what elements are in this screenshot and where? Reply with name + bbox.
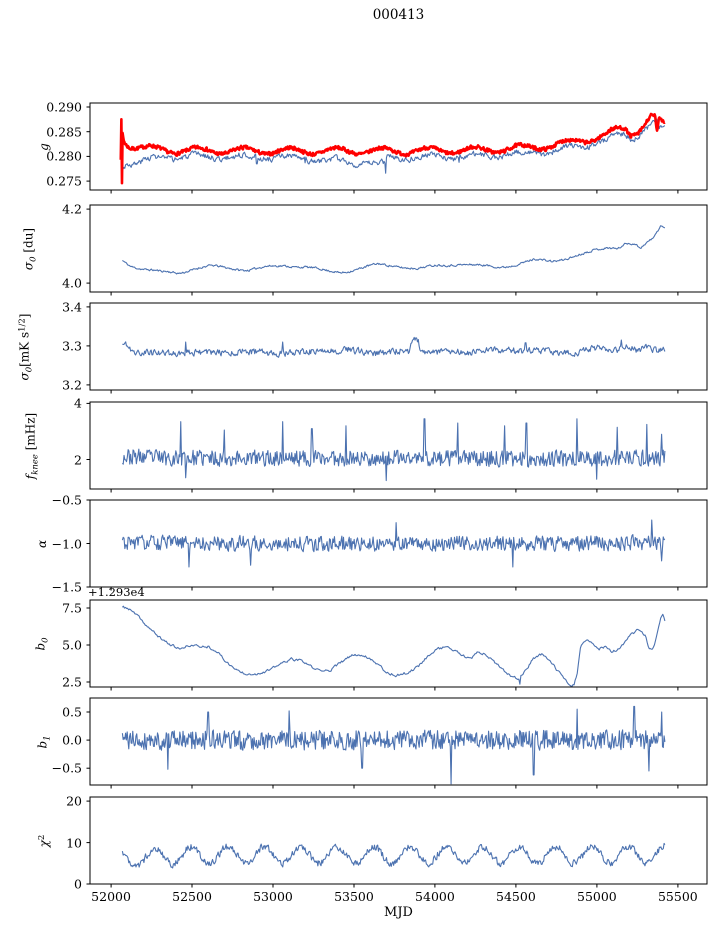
panel-g <box>87 103 708 194</box>
x-tick-label: 52500 <box>172 889 212 904</box>
y-tick-label: −1.0 <box>51 536 82 551</box>
y-tick-label: 4 <box>74 395 82 411</box>
y-axis-label-g <box>37 143 51 151</box>
y-axis-label-part: 0 <box>28 255 39 262</box>
y-axis-label-part: α <box>35 539 49 548</box>
panel-frame <box>90 103 707 190</box>
y-tick-label: −0.5 <box>51 760 82 776</box>
y-tick-label: 20 <box>66 793 82 809</box>
y-axis-offset-text: +1.293e4 <box>88 585 145 599</box>
panel-b1 <box>87 698 708 789</box>
g-fit-line <box>121 114 665 183</box>
y-tick-label: 0.280 <box>46 148 82 164</box>
y-tick-label: 0.285 <box>46 124 82 140</box>
b1-line <box>122 706 665 783</box>
y-axis-label-part: [mHz] <box>23 412 38 454</box>
y-axis-label-chi2 <box>37 834 51 847</box>
y-axis-label-sigma0-du <box>22 227 39 269</box>
b0-line <box>122 606 665 686</box>
y-tick-label: 7.5 <box>62 600 82 616</box>
x-axis-title: MJD <box>384 905 413 920</box>
y-tick-label: 0 <box>74 876 82 892</box>
y-tick-label: 0.290 <box>46 99 82 115</box>
y-axis-label-part: b <box>33 642 48 651</box>
y-tick-label: −0.5 <box>51 492 82 508</box>
y-tick-label: 2.5 <box>62 674 82 690</box>
y-axis-label-part: b <box>35 740 50 749</box>
x-tick-label: 54500 <box>496 889 536 904</box>
y-axis-label-b0 <box>34 637 51 650</box>
y-tick-label: 10 <box>66 835 82 851</box>
y-axis-label-part: σ <box>21 261 36 270</box>
y-tick-label: 3.2 <box>62 377 82 393</box>
y-axis-label-part: ] <box>17 313 32 318</box>
g-raw-line <box>122 119 665 174</box>
y-axis-label-part: knee <box>30 453 41 475</box>
y-tick-label: 2 <box>74 452 82 467</box>
x-tick-label: 54000 <box>415 889 455 904</box>
y-axis-label-part: 1/2 <box>17 317 28 332</box>
panel-sigma0-du <box>87 205 708 296</box>
x-tick-label: 53000 <box>253 889 293 904</box>
x-tick-label: 55000 <box>576 889 617 904</box>
panel-alpha <box>87 500 708 591</box>
panel-chi2 <box>87 797 708 888</box>
y-tick-label: 0.5 <box>62 704 82 720</box>
y-axis-label-part: g <box>37 142 51 151</box>
y-tick-label: −1.5 <box>51 579 82 595</box>
y-tick-label: 5.0 <box>62 637 82 653</box>
chart-title: 000413 <box>372 7 425 23</box>
y-tick-label: 3.3 <box>62 338 82 354</box>
y-axis-label-sigma0-mks <box>18 313 35 380</box>
y-axis-label-part: χ <box>37 839 51 847</box>
panel-frame <box>90 600 707 687</box>
y-axis-label-part: 0 <box>40 636 51 643</box>
y-tick-label: 3.4 <box>62 299 82 315</box>
y-tick-label: 0.275 <box>46 173 82 189</box>
y-axis-label-part: 0 <box>24 366 35 372</box>
y-axis-label-part: 1 <box>42 734 53 741</box>
sigma0-mks-line <box>122 337 665 357</box>
y-axis-label-b1 <box>36 735 53 748</box>
y-axis-label-alpha <box>35 539 49 547</box>
panel-frame <box>90 797 707 884</box>
y-tick-label: 4.0 <box>62 275 82 291</box>
panel-frame <box>90 402 707 489</box>
panel-b0 <box>87 600 708 691</box>
y-axis-label-part: 2 <box>37 834 47 840</box>
alpha-line <box>122 520 665 567</box>
panel-fknee <box>87 402 708 493</box>
panel-sigma0-mks <box>87 303 708 394</box>
x-tick-label: 53500 <box>334 889 374 904</box>
x-tick-label: 52000 <box>91 889 131 904</box>
y-axis-label-part: [du] <box>21 227 36 256</box>
y-axis-label-fknee <box>24 412 41 478</box>
y-axis-label-part: [mK s <box>17 331 32 367</box>
panel-frame <box>90 303 707 390</box>
sigma0-du-line <box>122 226 665 274</box>
fknee-line <box>122 419 665 481</box>
x-tick-label: 55500 <box>657 889 698 904</box>
y-axis-label-part: σ <box>17 371 32 380</box>
y-tick-label: 4.2 <box>62 201 82 217</box>
y-tick-label: 0.0 <box>62 732 82 748</box>
chi2-line <box>122 843 665 868</box>
y-axis-label-part: f <box>23 474 38 479</box>
